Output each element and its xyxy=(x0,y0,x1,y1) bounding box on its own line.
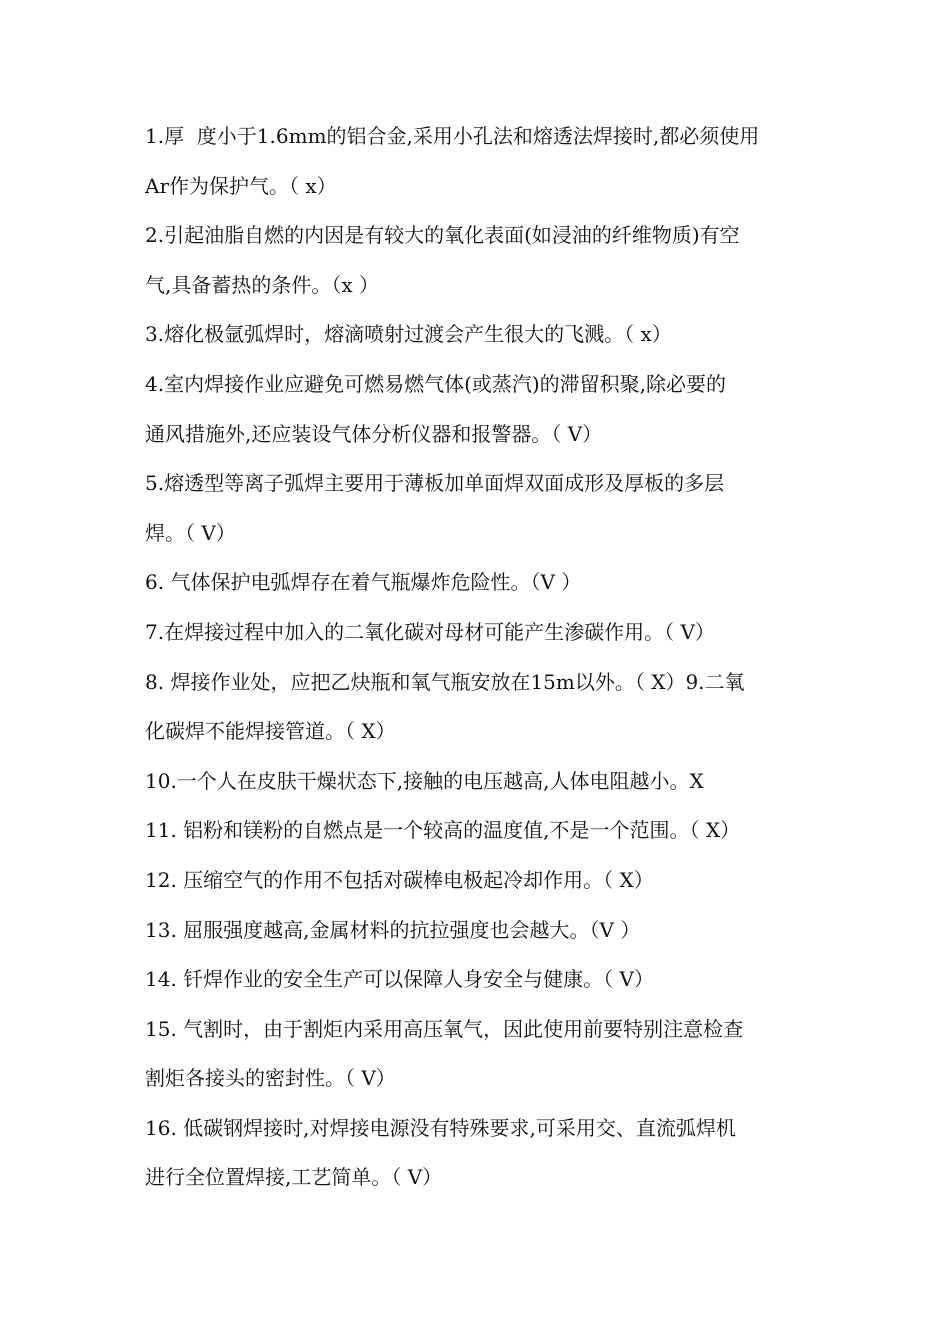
text-line: 割炬各接头的密封性。（ V） xyxy=(145,1066,396,1091)
text-line: 7.在焊接过程中加入的二氧化碳对母材可能产生渗碳作用。（ V） xyxy=(145,619,715,644)
text-line: 10.一个人在皮肤干燥状态下,接触的电压越高,人体电阻越小。X xyxy=(145,768,704,793)
text-line: Ar作为保护气。（ x） xyxy=(145,173,337,198)
text-line: 气,具备蓄热的条件。（x ） xyxy=(145,272,379,297)
question-list xyxy=(145,112,825,1203)
text-line: 进行全位置焊接,工艺简单。（ V） xyxy=(145,1165,443,1190)
text-line: 15. 气割时，由于割炬内采用高压氧气，因此使用前要特别注意检查 xyxy=(145,1016,744,1041)
text-line: 13. 屈服强度越高,金属材料的抗拉强度也会越大。（V ） xyxy=(145,917,641,942)
text-line: 6. 气体保护电弧焊存在着气瓶爆炸危险性。（V ） xyxy=(145,570,582,595)
text-line: 16. 低碳钢焊接时,对焊接电源没有特殊要求,可采用交、直流弧焊机 xyxy=(145,1115,736,1140)
text-line: 2.引起油脂自燃的内因是有较大的氧化表面(如浸油的纤维物质)有空 xyxy=(145,223,740,248)
text-line: 5.熔透型等离子弧焊主要用于薄板加单面焊双面成形及厚板的多层 xyxy=(145,471,725,496)
text-line: 8. 焊接作业处，应把乙炔瓶和氧气瓶安放在15m以外。（ X）9.二氧 xyxy=(145,669,745,694)
text-line: 12. 压缩空气的作用不包括对碳棒电极起冷却作用。（ X） xyxy=(145,867,654,892)
text-line: 11. 铝粉和镁粉的自燃点是一个较高的温度值,不是一个范围。（ X） xyxy=(145,818,741,843)
text-line: 焊。（ V） xyxy=(145,520,236,545)
text-line: 3.熔化极氩弧焊时，熔滴喷射过渡会产生很大的飞溅。（ x） xyxy=(145,322,672,347)
text-line: 通风措施外,还应装设气体分析仪器和报警器。（ V） xyxy=(145,421,603,446)
text-line: 14. 钎焊作业的安全生产可以保障人身安全与健康。（ V） xyxy=(145,967,654,992)
text-line: 化碳焊不能焊接管道。（ X） xyxy=(145,719,396,744)
text-line: 1.厚 度小于1.6mm的铝合金,采用小孔法和熔透法焊接时,都必须使用 xyxy=(145,124,760,148)
text-line: 4.室内焊接作业应避免可燃易燃气体(或蒸汽)的滞留积聚,除必要的 xyxy=(145,371,727,396)
